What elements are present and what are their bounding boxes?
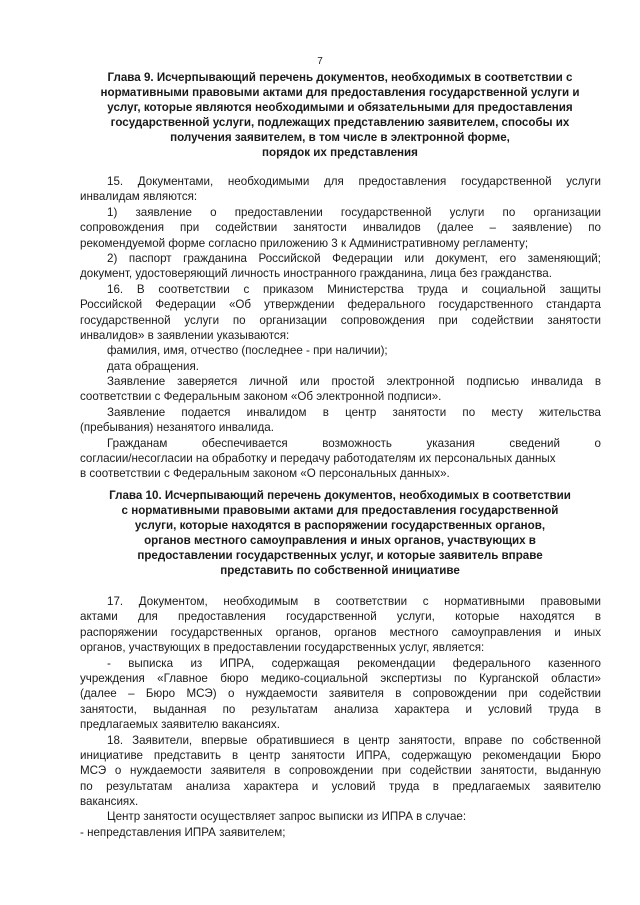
text-line: 2) паспорт гражданина Российской Федерации или документ, его заменяющий; (107, 251, 601, 265)
text-line: Центр занятости осуществляет запрос выписки из ИПРА в случае: (107, 810, 467, 824)
heading-line: получения заявителем, в том числе в электронной форме, (170, 131, 510, 144)
text-line: 1) заявление о предоставлении государственной услуги по организации (107, 205, 601, 219)
text-line: документ, удостоверяющий личность иностранного гражданина, лица без гражданства. (80, 267, 552, 281)
heading-line: с нормативными правовыми актами для предоставления государственной (121, 504, 559, 517)
text-line: согласии/несогласии на обработку и передачу работодателям их персональных данных (80, 452, 556, 466)
text-line: дата обращения. (107, 359, 200, 373)
heading-line: порядок их представления (262, 146, 418, 159)
chapter-9-body (80, 174, 601, 482)
text-line: Гражданам обеспечивается возможность указания сведений о (107, 436, 601, 450)
heading-line: нормативными правовыми актами для предоставления государственной услуги и (100, 86, 580, 99)
text-line: инвалидам являются: (80, 190, 198, 204)
heading-line: представить по собственной инициативе (220, 564, 460, 577)
heading-line: Глава 9. Исчерпывающий перечень документов, необходимых в соответствии с (107, 71, 573, 84)
text-line: МСЭ о нуждаемости заявителя в сопровождении при содействии занятости, выданную (80, 764, 601, 778)
text-line: Заявление заверяется личной или простой электронной подписью инвалида в (107, 375, 601, 389)
text-line: актами для предоставления государственной услуги, которые находятся в (80, 610, 601, 624)
text-line: инициативе представить в центр занятости ИПРА, содержащую рекомендации Бюро (80, 748, 601, 762)
heading-line: услуг, которые являются необходимыми и обязательными для предоставления (107, 101, 573, 114)
heading-line: Глава 10. Исчерпывающий перечень документов, необходимых в соответствии (109, 489, 571, 502)
chapter-10-heading (80, 488, 600, 578)
text-line: соответствии с Федеральным законом «Об электронной подписи». (80, 390, 442, 404)
text-line: рекомендуемой форме согласно приложению 3 к Административному регламенту; (80, 236, 529, 250)
text-line: предлагаемых заявителю вакансиях. (80, 718, 280, 732)
page-number: 7 (317, 56, 323, 67)
text-line: - непредставления ИПРА заявителем; (80, 825, 286, 839)
text-line: государственной услуги по организации сопровождения при содействии занятости (80, 313, 601, 327)
text-line: (далее – Бюро МСЭ) о нуждаемости заявителя в сопровождении при содействии (80, 687, 601, 701)
text-line: в соответствии с Федеральным законом «О персональных данных». (80, 467, 450, 481)
heading-line: органов местного самоуправления и иных органов, участвующих в (144, 534, 536, 547)
text-line: 15. Документами, необходимыми для предоставления государственной услуги (107, 175, 601, 188)
text-line: вакансиях. (80, 795, 139, 809)
text-line: (пребывания) незанятого инвалида. (80, 421, 274, 435)
text-line: органов, участвующих в предоставлении государственных услуг, является: (80, 641, 485, 655)
text-line: распоряжении государственных органов, органов местного самоуправления и иных (80, 625, 601, 639)
text-line: по результатам анализа характера и условий труда в предлагаемых заявителю (80, 779, 601, 793)
heading-line: предоставлении государственных услуг, и которые заявитель вправе (137, 549, 543, 562)
text-line: Российской Федерации «Об утверждении федерального государственного стандарта (80, 298, 601, 312)
chapter-9-heading (80, 70, 600, 160)
text-line: 18. Заявители, впервые обратившиеся в центр занятости, вправе по собственной (107, 733, 601, 747)
text-line: Заявление подается инвалидом в центр занятости по месту жительства (107, 405, 601, 419)
heading-line: государственной услуги, подлежащих представлению заявителем, способы их (110, 116, 570, 129)
text-line: фамилия, имя, отчество (последнее - при наличии); (107, 344, 388, 358)
heading-line: услуги, которые находятся в распоряжении государственных органов, (134, 519, 546, 532)
chapter-10-body (80, 594, 601, 840)
text-line: занятости, выданная по результатам анализа характера и условий труда в (80, 702, 601, 716)
text-line: инвалидов» в заявлении указываются: (80, 328, 290, 342)
text-line: - выписка из ИПРА, содержащая рекомендации федерального казенного (107, 656, 601, 670)
text-line: сопровождения при содействии занятости инвалидов (далее – заявление) по (80, 221, 601, 235)
text-line: 17. Документом, необходимым в соответствии с нормативными правовыми (107, 595, 601, 608)
text-line: 16. В соответствии с приказом Министерства труда и социальной защиты (107, 282, 601, 296)
text-line: учреждения «Главное бюро медико-социальной экспертизы по Курганской области» (80, 671, 601, 685)
